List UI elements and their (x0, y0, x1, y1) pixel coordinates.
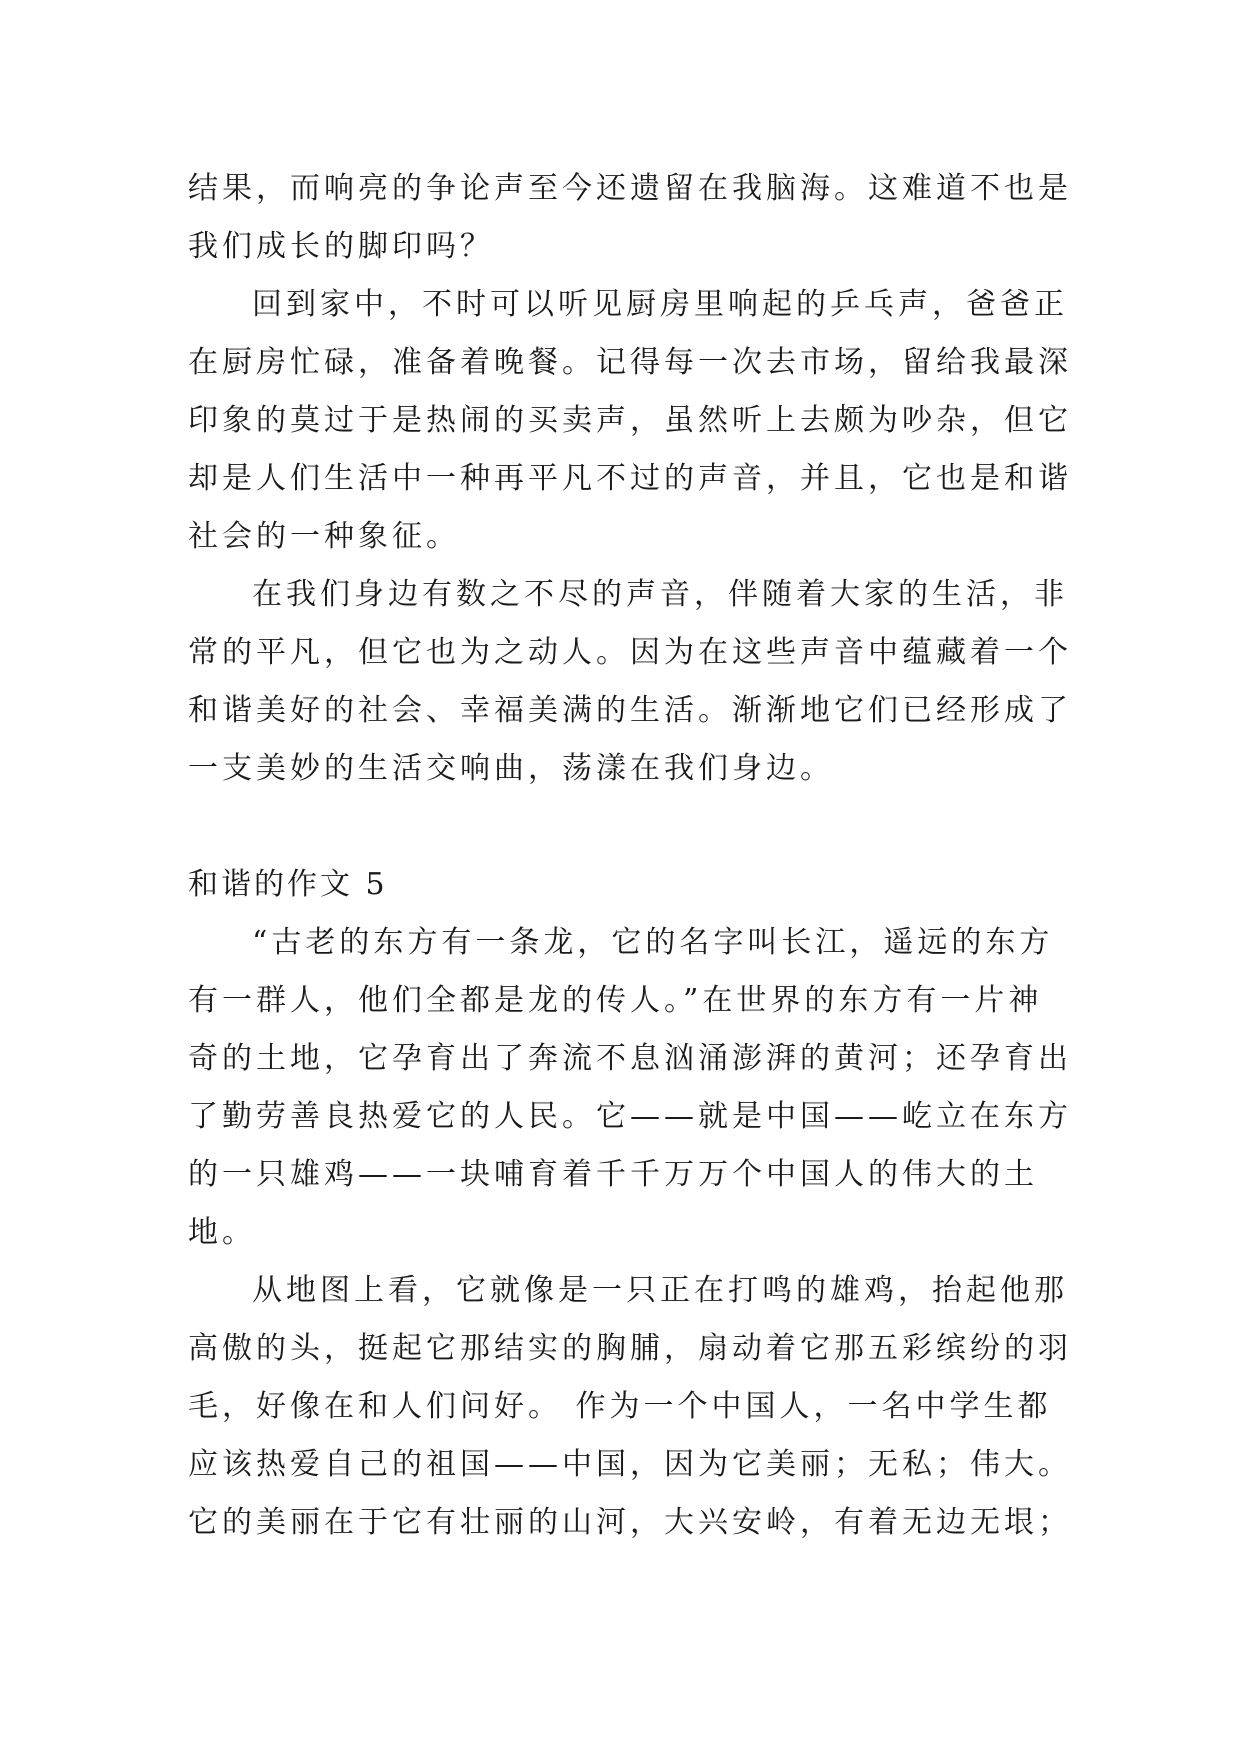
paragraph-sounds (188, 566, 1072, 798)
text-line: 和谐美好的社会、幸福美满的生活。渐渐地它们已经形成了 (188, 693, 1072, 728)
text-line-first: 回到家中，不时可以听见厨房里响起的乒乓声，爸爸正 (252, 287, 1068, 322)
text-line: 社会的一种象征。 (188, 519, 460, 554)
text-line: 一支美妙的生活交响曲，荡漾在我们身边。 (188, 751, 834, 786)
text-line: 毛，好像在和人们问好。 作为一个中国人，一名中学生都 (188, 1389, 1052, 1424)
text-line: 有一群人，他们全都是龙的传人。”在世界的东方有一片神 (188, 983, 1043, 1018)
text-line-first: 在我们身边有数之不尽的声音，伴随着大家的生活，非 (252, 577, 1068, 612)
text-line: 印象的莫过于是热闹的买卖声，虽然听上去颇为吵杂，但它 (188, 403, 1072, 438)
text-line: 了勤劳善良热爱它的人民。它——就是中国——屹立在东方 (188, 1099, 1072, 1134)
section-title: 和谐的作文 5 (188, 867, 388, 902)
text-line: 我们成长的脚印吗？ (188, 229, 494, 264)
text-line: 常的平凡，但它也为之动人。因为在这些声音中蕴藏着一个 (188, 635, 1072, 670)
text-line: 地。 (188, 1215, 256, 1250)
text-line: 结果，而响亮的争论声至今还遗留在我脑海。这难道不也是 (188, 171, 1072, 206)
blank-line (188, 798, 1058, 856)
text-line: 在厨房忙碌，准备着晚餐。记得每一次去市场，留给我最深 (188, 345, 1072, 380)
paragraph-continuation (188, 160, 1072, 276)
text-line: 却是人们生活中一种再平凡不过的声音，并且，它也是和谐 (188, 461, 1072, 496)
paragraph-map (188, 1262, 1072, 1552)
paragraph-home (188, 276, 1072, 566)
text-line: 它的美丽在于它有壮丽的山河，大兴安岭，有着无边无垠； (188, 1505, 1072, 1540)
text-line: 应该热爱自己的祖国——中国，因为它美丽；无私；伟大。 (188, 1447, 1072, 1482)
paragraph-dragon (188, 914, 1072, 1262)
text-line-first: “古老的东方有一条龙，它的名字叫长江，遥远的东方 (252, 925, 1054, 960)
text-line-first: 从地图上看，它就像是一只正在打鸣的雄鸡，抬起他那 (252, 1273, 1068, 1308)
text-line: 的一只雄鸡——一块哺育着千千万万个中国人的伟大的土 (188, 1157, 1038, 1192)
document-body (188, 160, 1072, 1552)
text-line: 高傲的头，挺起它那结实的胸脯，扇动着它那五彩缤纷的羽 (188, 1331, 1072, 1366)
text-line: 奇的土地，它孕育出了奔流不息汹涌澎湃的黄河；还孕育出 (188, 1041, 1072, 1076)
